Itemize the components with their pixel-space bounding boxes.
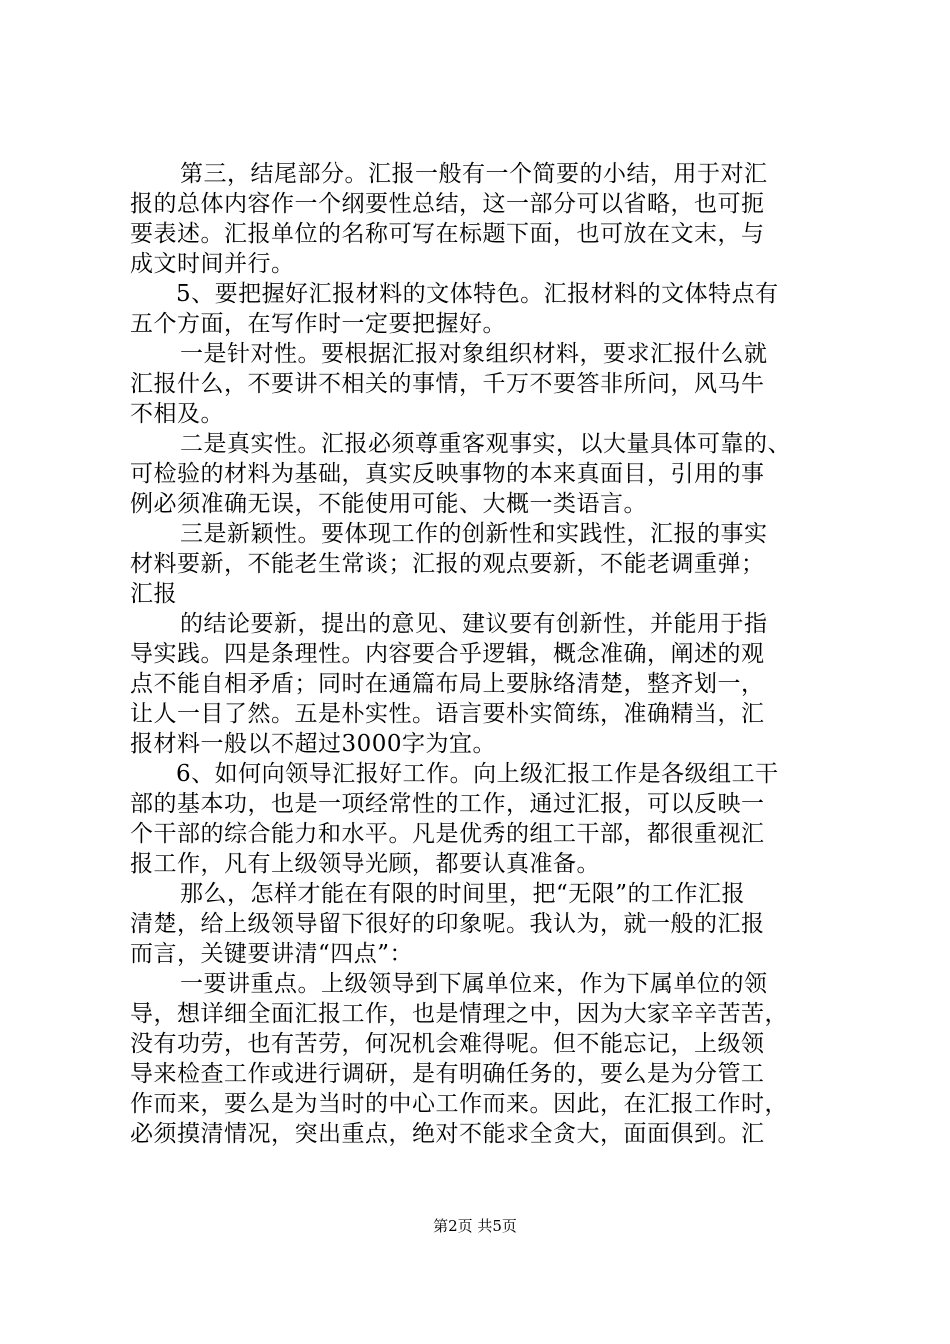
text-line: 二是真实性。汇报必须尊重客观事实，以大量具体可靠的、	[180, 431, 791, 457]
text-line: 点不能自相矛盾；同时在通篇布局上要脉络清楚，整齐划一，	[130, 671, 765, 697]
text-line: 第三，结尾部分。汇报一般有一个简要的小结，用于对汇	[180, 161, 768, 187]
text-line: 作而来，要么是为当时的中心工作而来。因此，在汇报工作时，	[130, 1091, 788, 1117]
text-line: 报工作，凡有上级领导光顾，都要认真准备。	[130, 851, 600, 877]
text-line: 成文时间并行。	[130, 251, 295, 277]
text-line: 要表述。汇报单位的名称可写在标题下面，也可放在文末，与	[130, 221, 765, 247]
text-line: 导来检查工作或进行调研，是有明确任务的，要么是为分管工	[130, 1061, 765, 1087]
text-line: 三是新颖性。要体现工作的创新性和实践性，汇报的事实	[180, 521, 768, 547]
text-line: 清楚，给上级领导留下很好的印象呢。我认为，就一般的汇报	[130, 911, 765, 937]
text-line: 报的总体内容作一个纲要性总结，这一部分可以省略，也可扼	[130, 191, 765, 217]
text-line: 不相及。	[130, 401, 224, 427]
text-line: 那么，怎样才能在有限的时间里，把“无限”的工作汇报	[180, 881, 746, 907]
text-line: 必须摸清情况，突出重点，绝对不能求全贪大，面面俱到。汇	[130, 1121, 765, 1147]
text-line: 6、如何向领导汇报好工作。向上级汇报工作是各级组工干	[176, 761, 779, 787]
text-line: 而言，关键要讲清“四点”：	[130, 941, 414, 967]
text-line: 可检验的材料为基础，真实反映事物的本来真面目，引用的事	[130, 461, 765, 487]
text-line: 导实践。四是条理性。内容要合乎逻辑，概念准确，阐述的观	[130, 641, 765, 667]
page-number-footer: 第2页 共5页	[433, 1217, 517, 1235]
text-line: 汇报什么，不要讲不相关的事情，千万不要答非所问，风马牛	[130, 371, 765, 397]
document-body	[130, 159, 830, 1149]
text-line: 部的基本功，也是一项经常性的工作，通过汇报，可以反映一	[130, 791, 765, 817]
text-line: 的结论要新，提出的意见、建议要有创新性，并能用于指	[180, 611, 768, 637]
text-line: 导，想详细全面汇报工作，也是情理之中，因为大家辛辛苦苦，	[130, 1001, 788, 1027]
text-line: 个干部的综合能力和水平。凡是优秀的组工干部，都很重视汇	[130, 821, 765, 847]
text-line: 让人一目了然。五是朴实性。语言要朴实简练，准确精当，汇	[130, 701, 765, 727]
text-line: 材料要新，不能老生常谈；汇报的观点要新，不能老调重弹；	[130, 551, 765, 577]
text-line: 五个方面，在写作时一定要把握好。	[130, 311, 506, 337]
text-line: 一要讲重点。上级领导到下属单位来，作为下属单位的领	[180, 971, 768, 997]
text-line: 5、要把握好汇报材料的文体特色。汇报材料的文体特点有	[176, 281, 779, 307]
text-line: 例必须准确无误，不能使用可能、大概一类语言。	[130, 491, 647, 517]
text-line: 没有功劳，也有苦劳，何况机会难得呢。但不能忘记，上级领	[130, 1031, 765, 1057]
text-line: 一是针对性。要根据汇报对象组织材料，要求汇报什么就	[180, 341, 768, 367]
text-line: 报材料一般以不超过3000字为宜。	[130, 731, 497, 757]
text-line: 汇报	[130, 581, 177, 607]
